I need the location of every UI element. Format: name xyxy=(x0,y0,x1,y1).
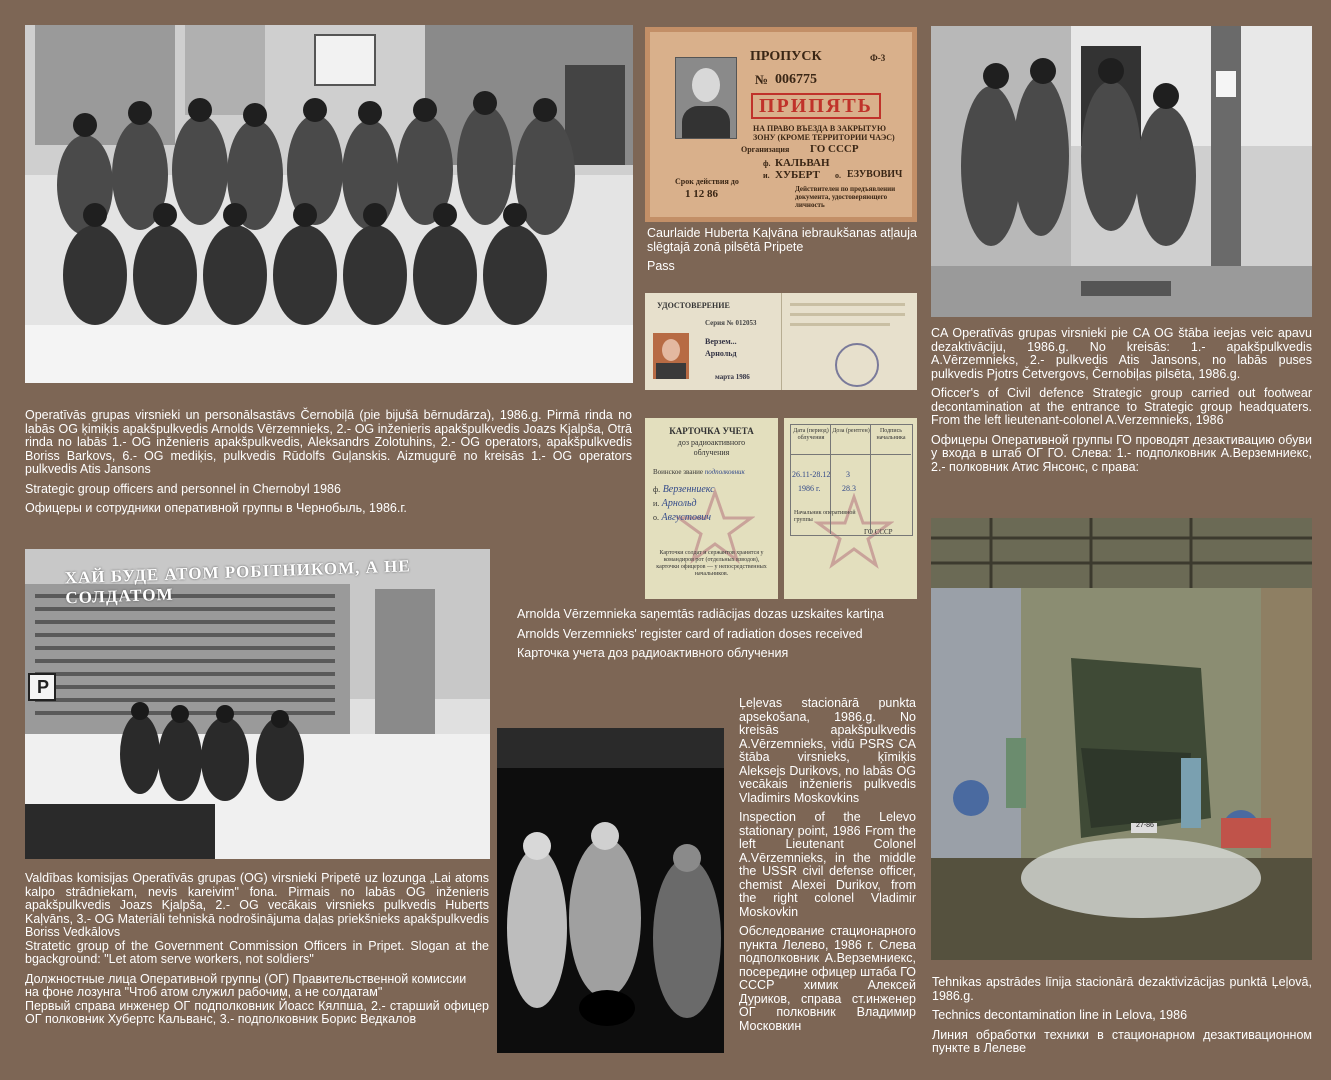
caption-entrance-lv: CA Operatīvās grupas virsnieki pie CA OG štāba ieejas veic apavu dezaktivāciju, 1986.g. No kreisās: 1.- apakšpulkvedis A.Vērzemnieks, 2.- pulkvedis Atis Jansons, no labās puses pulkvedis Pjotrs Četvergovs, Černobiļas pilsēta, 1986.g. xyxy=(931,326,1312,381)
caption-entrance-ru: Офицеры Оперативной группы ГО проводят дезактивацию обуви у входа в штаб ОГ ГО. Слева: 1.- подполковник А.Верземниекс, 2.- полковник Атис Янсонс, с права: xyxy=(931,432,1312,474)
id-card-photo xyxy=(645,293,917,390)
parking-sign: P xyxy=(36,677,49,697)
pass-org-label: Организация xyxy=(741,145,790,154)
pass-name-label: и. xyxy=(763,171,770,180)
pripyat-slogan-photo xyxy=(25,549,490,859)
dose-card-title-1: КАРТОЧКА УЧЕТА xyxy=(669,426,754,436)
pass-city: ПРИПЯТЬ xyxy=(751,93,881,119)
caption-lelevo-en: Inspection of the Lelevo stationary point, 1986 From the left Lieutenant Colonel A.Vērzemnieks, in the middle the USSR civil defense officer, chemist Alexei Durikov, from the right colonel Vladimir Moskovkin xyxy=(739,810,916,919)
dose-card-r2c1: 1986 г. xyxy=(798,484,821,493)
id-card-title: УДОСТОВЕРЕНИЕ xyxy=(657,301,730,310)
dose-card-title-3: облучения xyxy=(693,448,730,457)
caption-truck-lv: Tehnikas apstrādes līnija stacionārā dezaktivizācijas punktā Ļeļovā, 1986.g. xyxy=(932,975,1312,1003)
caption-pass-en: Pass xyxy=(647,259,675,273)
caption-dose-en: Arnolds Verzemnieks' register card of radiation doses received xyxy=(517,626,863,641)
truck-decontamination-photo xyxy=(931,518,1312,960)
caption-decontamination-entrance xyxy=(931,327,1312,474)
caption-slogan-lv: Valdības komisijas Operatīvās grupas (OG) virsnieki Pripetē uz lozunga „Lai atoms kalpo strādniekam, nevis kareivim" fona. Pirmais no labās OG inženieris apakšpulkvedis Joazs Kjalpša, 2.- OG vecākais virsnieks pulkvedis Huberts Kaļvāns, 3.- OG Materiāli tehniskā nodrošinājuma daļas priekšnieks apakšpulkvedis Boriss Vedkālovs xyxy=(25,871,489,939)
pass-card-photo xyxy=(645,27,917,222)
dose-card-f-label: ф. xyxy=(653,485,661,494)
dose-card-sig-org: ГО СССР xyxy=(864,528,893,536)
caption-pripyat-slogan xyxy=(25,872,489,1027)
slogan-text: ХАЙ БУДЕ АТОМ РОБІТНИКОМ, А НЕ СОЛДАТОМ xyxy=(64,556,411,608)
dose-card-note: Карточки солдат и сержантов хранятся у командиров рот (отдельных взводов), карточки офицеров — у непосредственных начальников. xyxy=(656,550,767,577)
dose-card-col-2: Доза (рентген) xyxy=(832,428,870,434)
dose-card-photo xyxy=(645,418,917,599)
dose-card-r2c2: 28.3 xyxy=(842,484,856,493)
pass-patronymic: ЕЗУВОВИЧ xyxy=(847,169,903,180)
pass-title: ПРОПУСК xyxy=(750,49,822,64)
pass-valid-label: Срок действия до xyxy=(675,177,739,186)
caption-truck-en: Technics decontamination line in Lelova, 1986 xyxy=(932,1008,1188,1022)
night-inspection-photo xyxy=(497,728,724,1053)
caption-pass xyxy=(647,227,917,274)
pass-patronymic-label: о. xyxy=(835,171,841,180)
dose-card-o-label: о. xyxy=(653,513,659,522)
caption-group-chernobyl xyxy=(25,409,632,516)
dose-card-col-3: Подпись начальника xyxy=(876,428,906,441)
dose-card-f: Верзенниекс xyxy=(662,484,715,495)
dose-card-i-label: и. xyxy=(653,499,660,508)
pass-surname: КАЛЬВАН xyxy=(775,157,830,169)
caption-lelevo-inspection xyxy=(739,697,916,1033)
pass-number-label: № xyxy=(755,72,769,87)
pass-portrait xyxy=(675,57,737,139)
dose-card-title-2: доз радиоактивного xyxy=(677,438,746,447)
truck-plate: 27-86 xyxy=(1136,822,1154,829)
caption-slogan-en: Stratetic group of the Government Commission Officers in Pripet. Slogan at the bgackground: "Let atom serve workers, not soldiers" xyxy=(25,938,489,966)
caption-truck-ru: Линия обработки техники в стационарном дезактивационном пункте в Лелеве xyxy=(932,1027,1312,1055)
id-card-series: Серия № 012053 xyxy=(705,319,757,327)
caption-truck-decontamination xyxy=(932,976,1312,1056)
pass-footer: Действителен по предъявлении документа, удостоверяющего личность xyxy=(795,185,896,209)
caption-pass-lv: Caurlaide Huberta Kaļvāna iebraukšanas atļauja slēgtajā zonā pilsētā Pripete xyxy=(647,226,917,254)
id-card-name: Арнольд xyxy=(705,349,737,358)
dose-card-rank-label: Воинское звание xyxy=(653,468,703,476)
caption-slogan-ru-3: Первый справа инженер ОГ подполковник Йоасс Кялпша, 2.- старший офицер ОГ полковник Хубертс Кальванс, 3.- подполковник Борис Ведкалов xyxy=(25,998,489,1026)
pass-number: 006775 xyxy=(775,72,817,87)
caption-entrance-en: Oficcer's of Civil defence Strategic group carried out footwear decontamination at the entrance to Strategic group headquaters. From the left lieutenant-colonel A.Verzemnieks, 1986 xyxy=(931,386,1312,427)
caption-lelevo-lv: Ļeļevas stacionārā punkta apsekošana, 1986.g. No kreisās apakšpulkvedis A.Vērzemnieks, vidū PSRS CA štāba virsnieks, ķīmiķis Aleksejs Durikovs, no labās OG vecākais inženieris pulkvedis Vladimirs Moskovkins xyxy=(739,696,916,805)
caption-slogan-ru-2: на фоне лозунга "Чтоб атом служил рабочим, а не солдатам" xyxy=(25,985,383,999)
caption-group-lv: Operatīvās grupas virsnieki un personālsastāvs Černobiļā (pie bijušā bērnudārza), 1986.g. Pirmā rinda no labās OG ķimiķis apakšpulkvedis Arnolds Vērzemnieks, 2.- OG inženieris apakšpulkvedis Joazs Kjalpša, Otrā rinda no labās 1.- OG inženieris apakšpulkvedis, Aleksandrs Zolotuhins, 2.- OG operators, apakšpulkvedis Boriss Barkovs, 6.- OG mediķis, pulkvedis Rūdolfs Guļanskis. Aizmugurē no kreisās 1.- OG operators pulkvedis Atis Jansons xyxy=(25,408,632,476)
id-card-portrait xyxy=(653,333,689,379)
dose-card-rank: подполковник xyxy=(704,468,745,476)
caption-lelevo-ru: Обследование стационарного пункта Лелево, 1986 г. Слева подполковник А.Верземниекс, посередине офицер штаба ГО СССР химик Алексей Дуриков, справа ст.инженер ОГ полковник Владимир Московкин xyxy=(739,924,916,1033)
pass-code: Ф-3 xyxy=(870,53,886,63)
pass-line-2: ЗОНУ (КРОМЕ ТЕРРИТОРИИ ЧАЭС) xyxy=(753,133,895,142)
dose-card-o: Августович xyxy=(661,512,712,523)
group-photo-chernobyl xyxy=(25,25,633,383)
pass-name: ХУБЕРТ xyxy=(775,169,820,181)
caption-group-ru: Офицеры и сотрудники оперативной группы в Чернобыль, 1986.г. xyxy=(25,501,407,515)
caption-dose-lv: Arnolda Vērzemnieka saņemtās radiācijas dozas uzskaites kartiņa xyxy=(517,607,884,621)
pass-line-1: НА ПРАВО ВЪЕЗДА В ЗАКРЫТУЮ xyxy=(753,124,886,133)
caption-dose-card xyxy=(517,608,917,661)
dose-card-col-1: Дата (период) облучения xyxy=(793,428,829,441)
id-card-date: мартa 1986 xyxy=(715,373,750,381)
caption-dose-ru: Карточка учета доз радиоактивного облучения xyxy=(517,646,789,660)
dose-card-i: Арнольд xyxy=(661,498,697,509)
dose-card-r1c2: 3 xyxy=(846,470,850,479)
pass-surname-label: ф. xyxy=(763,159,771,168)
pass-org: ГО СССР xyxy=(810,143,859,155)
dose-card-sig-label: Начальник оперативной группы xyxy=(794,510,856,523)
caption-group-en: Strategic group officers and personnel in Chernobyl 1986 xyxy=(25,481,341,496)
dose-card-r1c1: 26.11-28.12 xyxy=(792,470,831,479)
id-card-surname: Верзем... xyxy=(705,337,737,346)
pass-valid-date: 1 12 86 xyxy=(685,188,718,200)
decontamination-entrance-photo xyxy=(931,26,1312,317)
caption-slogan-ru-1: Должностные лица Оперативной группы (ОГ) Правительственной комиссии xyxy=(25,971,467,986)
